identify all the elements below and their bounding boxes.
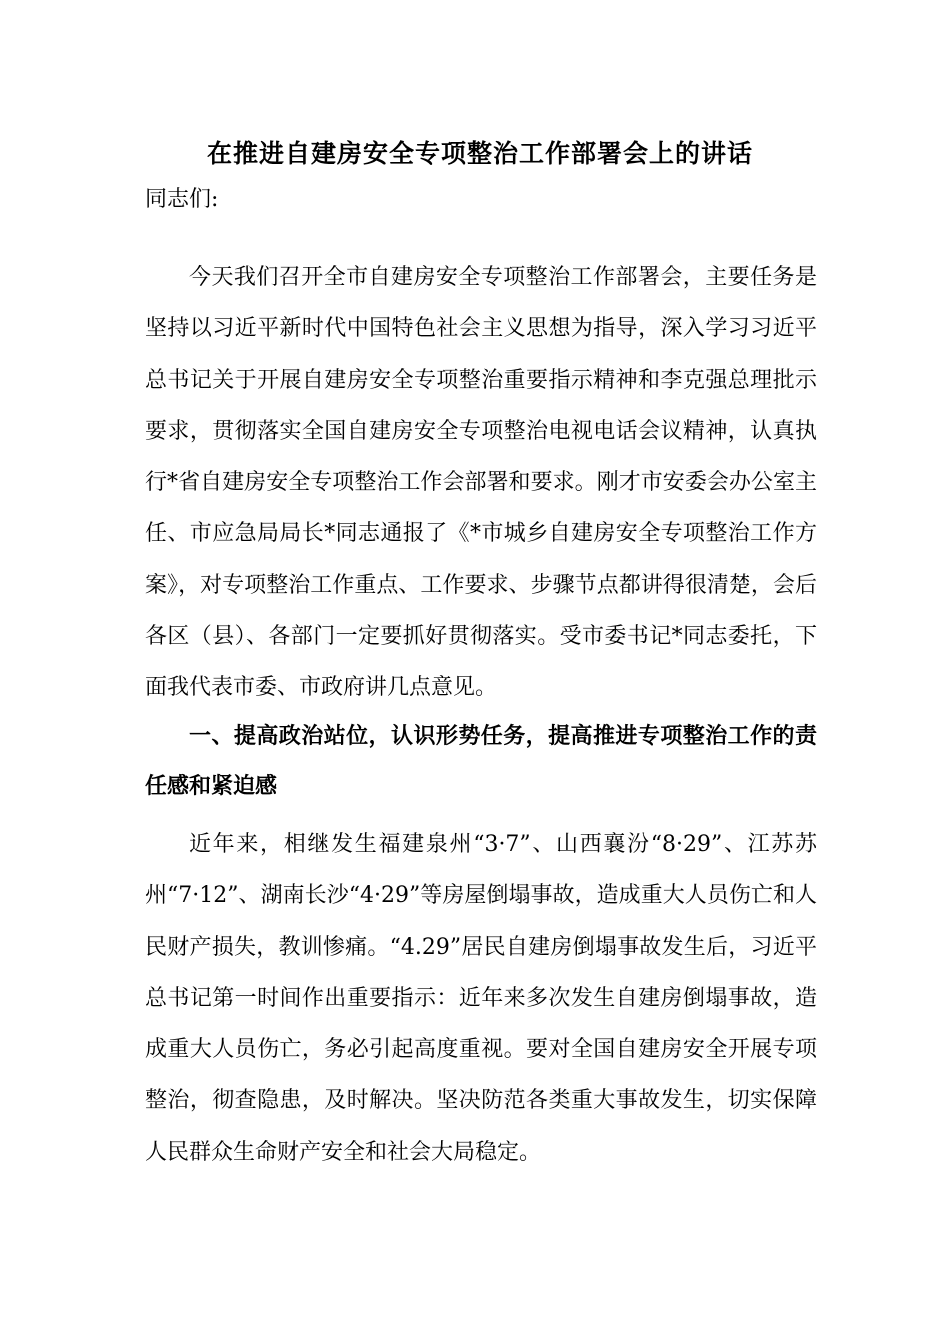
document-title: 在推进自建房安全专项整治工作部署会上的讲话 xyxy=(206,139,753,168)
section-heading-1: 一、提高政治站位，认识形势任务，提高推进专项整治工作的责任感和紧迫感 xyxy=(145,723,817,799)
paragraph-section-1: 近年来，相继发生福建泉州“3·7”、山西襄汾“8·29”、江苏苏州“7·12”、湖南长沙“4·29”等房屋倒塌事故，造成重大人员伤亡和人民财产损失，教训惨痛。“4.29”居民自建房倒塌事故发生后，习近平总书记第一时间作出重要指示：近年来多次发生自建房倒塌事故，造成重大人员伤亡，务必引起高度重视。要对全国自建房安全开展专项整治，彻查隐患，及时解决。坚决防范各类重大事故发生，切实保障人民群众生命财产安全和社会大局稳定。 xyxy=(145,832,817,1165)
paragraph-intro: 今天我们召开全市自建房安全专项整治工作部署会，主要任务是坚持以习近平新时代中国特色社会主义思想为指导，深入学习习近平总书记关于开展自建房安全专项整治重要指示精神和李克强总理批示要求，贯彻落实全国自建房安全专项整治电视电话会议精神，认真执行*省自建房安全专项整治工作会部署和要求。刚才市安委会办公室主任、市应急局局长*同志通报了《*市城乡自建房安全专项整治工作方案》，对专项整治工作重点、工作要求、步骤节点都讲得很清楚，会后各区（县）、各部门一定要抓好贯彻落实。受市委书记*同志委托，下面我代表市委、市政府讲几点意见。 xyxy=(145,265,817,701)
salutation: 同志们: xyxy=(145,187,219,212)
